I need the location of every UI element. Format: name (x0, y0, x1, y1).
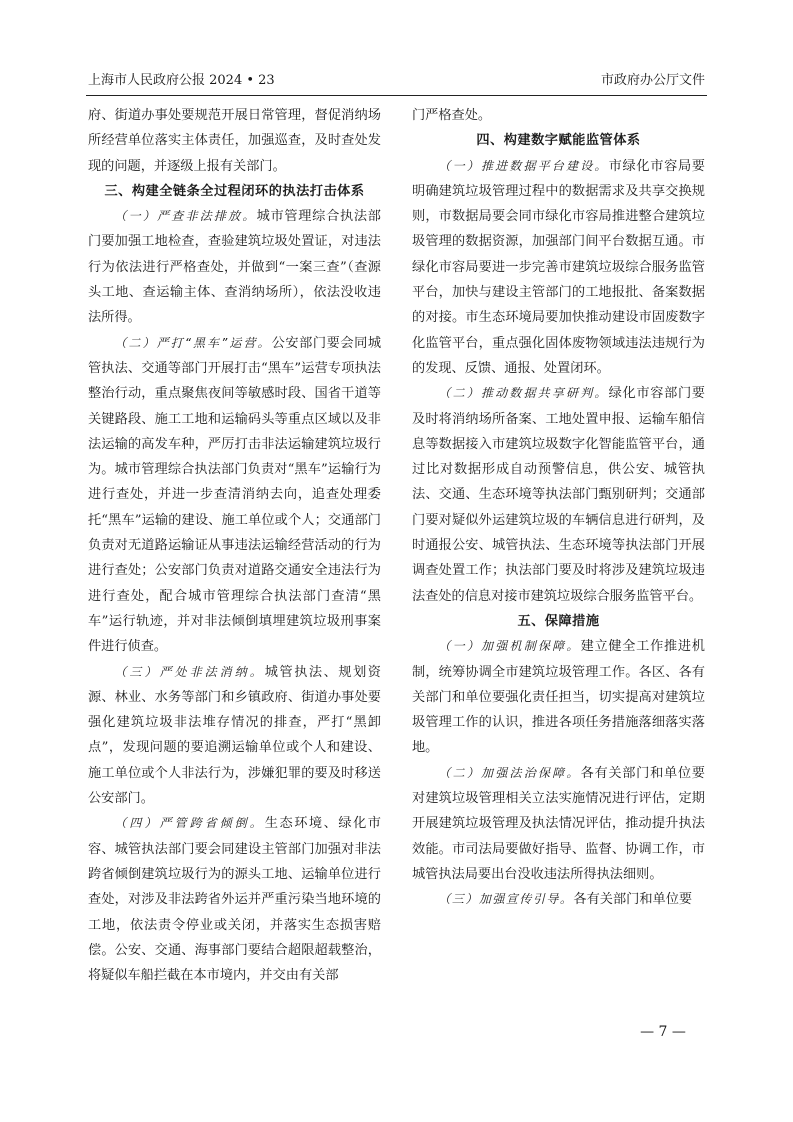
paragraph (412, 381, 705, 609)
section-heading: 四、构建数字赋能监管体系 (476, 133, 641, 149)
paragraph-body: 生态环境、绿化市容、城管执法部门要会同建设主管部门加强对非法跨省倾倒建筑垃圾行为的源头工地、运输单位进行查处，对涉及非法跨省外运并严重污染当地环境的工地，依法责令停业或关闭，并落实生态损害赔偿。公安、交通、海事部门要结合超限超载整治，将疑似车船拦截在本市境内，并交由有关部 (88, 816, 381, 984)
paragraph (88, 811, 381, 988)
section-title: 市政府办公厅文件 (600, 73, 705, 88)
right-column (412, 103, 705, 913)
paragraph (412, 154, 705, 382)
paragraph-body: 建立健全工作推进机制，统筹协调全市建筑垃圾管理工作。各区、各有关部门和单位要强化责任担当，切实提高对建筑垃圾管理工作的认识，推进各项任务措施落细落实落地。 (412, 639, 705, 756)
publication-title: 上海市人民政府公报 2024 • 23 (88, 73, 275, 88)
paragraph: 门严格查处。 (412, 108, 492, 123)
paragraph (88, 660, 381, 812)
paragraph-body: 各有关部门和单位要对建筑垃圾管理相关立法实施情况进行评估，定期开展建筑垃圾管理及执法情况评估，推动提升执法效能。市司法局要做好指导、监督、协调工作，市城管执法局要出台没收违法所得执法细则。 (412, 765, 705, 882)
left-column (88, 103, 381, 988)
paragraph-lead: （三）严处非法消纳。 (114, 664, 265, 679)
paragraph-body: 绿化市容部门要及时将消纳场所备案、工地处置申报、运输车船信息等数据接入市建筑垃圾数字化智能监管平台，通过比对数据形成自动预警信息，供公安、城管执法、交通、生态环境等执法部门甄别研判；交通部门要对疑似外运建筑垃圾的车辆信息进行研判，及时通报公安、城管执法、生态环境等执法部门开展调查处置工作；执法部门要及时将涉及建筑垃圾违法查处的信息对接市建筑垃圾综合服务监管平台。 (412, 386, 705, 604)
paragraph-body: 城管执法、规划资源、林业、水务等部门和乡镇政府、街道办事处要强化建筑垃圾非法堆存情况的排查，严打“黑卸点”，发现问题的要追溯运输单位或个人和建设、施工单位或个人非法行为，涉嫌犯罪的要及时移送公安部门。 (88, 664, 381, 807)
paragraph-lead: （一）推进数据平台建设。 (438, 158, 609, 173)
paragraph-lead: （三）加强宣传引导。 (438, 892, 574, 907)
paragraph-body: 城市管理综合执法部门要加强工地检查，查验建筑垃圾处置证，对违法行为依法进行严格查处，并做到“一案三查”（查源头工地、查运输主体、查消纳场所），依法没收违法所得。 (88, 209, 381, 326)
paragraph-body: 公安部门要会同城管执法、交通等部门开展打击“黑车”运营专项执法整治行动，重点聚焦夜间等敏感时段、国省干道等关键路段、施工工地和运输码头等重点区域以及非法运输的高发车种，严厉打击非法运输建筑垃圾行为。城市管理综合执法部门负责对“黑车”运输行为进行查处，并进一步查清消纳去向，追查处理委托“黑车”运输的建设、施工单位或个人；交通部门负责对无道路运输证从事违法运输经营活动的行为进行查处；公安部门负责对道路交通安全违法行为进行查处，配合城市管理综合执法部门查清“黑车”运行轨迹，并对非法倾倒填埋建筑垃圾刑事案件进行侦查。 (88, 335, 382, 655)
page-header (88, 70, 705, 92)
paragraph: 府、街道办事处要规范开展日常管理，督促消纳场所经营单位落实主体责任，加强巡查，及时查处发现的问题，并逐级上报有关部门。 (88, 108, 381, 174)
page-number: — 7 — (640, 1024, 686, 1040)
paragraph-lead: （二）推动数据共享研判。 (438, 386, 609, 401)
paragraph-lead: （二）严打“黑车”运营。 (114, 335, 272, 350)
paragraph (88, 331, 381, 660)
header-divider (86, 95, 707, 96)
paragraph (412, 634, 705, 760)
paragraph-body: 市绿化市容局要明确建筑垃圾管理过程中的数据需求及共享交换规则，市数据局要会同市绿化市容局推进整合建筑垃圾管理的数据资源，加强部门间平台数据互通。市绿化市容局要进一步完善市建筑垃圾综合服务监管平台，加快与建设主管部门的工地报批、备案数据的对接。市生态环境局要加快推动建设市固废数字化监管平台，重点强化固体废物领域违法违规行为的发现、反馈、通报、处置闭环。 (412, 158, 705, 376)
section-heading: 三、构建全链条全过程闭环的执法打击体系 (104, 183, 365, 199)
paragraph-lead: （二）加强法治保障。 (438, 765, 581, 780)
section-heading: 五、保障措施 (517, 613, 600, 629)
paragraph-lead: （四）严管跨省倾倒。 (114, 816, 265, 831)
paragraph-lead: （一）加强机制保障。 (438, 639, 581, 654)
paragraph-lead: （一）严查非法排放。 (114, 209, 257, 224)
paragraph-body: 各有关部门和单位要 (573, 892, 693, 908)
paragraph (412, 761, 705, 887)
paragraph (412, 887, 705, 912)
paragraph (88, 204, 381, 330)
